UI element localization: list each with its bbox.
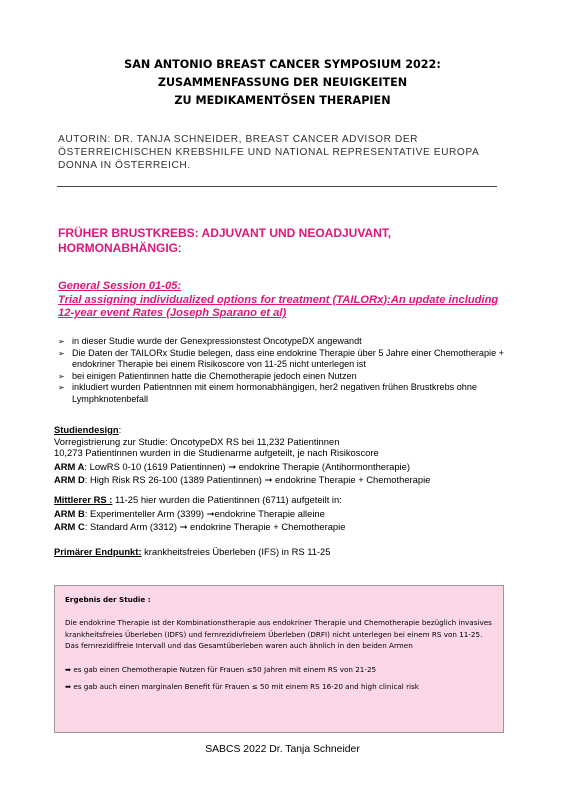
arrow-bullet-icon: ➢ <box>58 348 65 358</box>
list-item <box>58 348 508 371</box>
title-line-1: SAN ANTONIO BREAST CANCER SYMPOSIUM 2022: <box>124 58 441 71</box>
result-box-title: Ergebnis der Studie : <box>65 595 151 604</box>
result-point-1: es gab einen Chemotherapie Nutzen für Frauen ≤50 Jahren mit einem RS von 21-25 <box>73 664 377 674</box>
section-heading-text: FRÜHER BRUSTKREBS: ADJUVANT UND NEOADJUVANT, HORMONABHÄNGIG <box>58 226 392 255</box>
arm-a-text: : LowRS 0-10 (1619 Patientinnen) ➞ endokrine Therapie (Antihormontherapie) <box>84 460 410 472</box>
primary-endpoint-heading: Primärer Endpunkt: <box>54 546 142 557</box>
arm-c-label: ARM C <box>54 521 85 533</box>
arrow-bullet-icon: ➢ <box>58 337 65 346</box>
result-box-paragraph: Die endokrine Therapie ist der Kombinationstherapie aus endokriner Therapie und Chemotherapie bezüglich invasives krankheitsfreies Überleben (IDFS) und fernrezidivfreiem Überleben (DRFI) nicht unterlegen bei einem RS von 11-25. Das fernrezidiffreie Intervall und das Gesamtüberleben waren auch ähnlich in den beiden Armen <box>65 618 492 651</box>
arm-d-label: ARM D <box>54 474 85 486</box>
author-line: AUTORIN: DR. TANJA SCHNEIDER, BREAST CANCER ADVISOR DER ÖSTERREICHISCHEN KREBSHILFE UND NATIONAL REPRESENTATIVE EUROPA DONNA IN ÖSTERREICH. <box>58 134 479 172</box>
list-item-text: inkludiert wurden Patientnnen mit einem hormonabhängigen, her2 negativen frühen Brustkrebs ohne Lymphknotenbefall <box>72 382 477 404</box>
result-box <box>54 585 504 733</box>
arm-b-text: : Experimenteller Arm (3399) ➞endokrine Therapie alleine <box>84 507 325 519</box>
arm-d-text: : High Risk RS 26-100 (1389 Patientinnen) ➞ endokrine Therapie + Chemotherapie <box>84 474 431 486</box>
page-footer: SABCS 2022 Dr. Tanja Schneider <box>205 744 360 755</box>
study-design-line-2: 10,273 Patientinnen wurden in die Studienarme aufgeteilt, je nach Risikoscore <box>54 447 379 459</box>
bullet-list <box>58 336 508 406</box>
document-title <box>0 56 565 110</box>
arrow-right-icon: ➡ <box>65 664 74 674</box>
middle-rs-text: 11-25 hier wurden die Patientinnen (6711) aufgeteilt in: <box>112 494 342 505</box>
list-item <box>58 382 508 405</box>
arrow-right-icon: ➡ <box>65 682 74 692</box>
arm-a-label: ARM A <box>54 460 85 472</box>
arm-b-label: ARM B <box>54 507 85 519</box>
middle-rs <box>54 494 514 533</box>
title-line-2: ZUSAMMENFASSUNG DER NEUIGKEITEN <box>157 76 408 89</box>
study-design: Studiendesign: Vorregistrierung zur Studie: OncotypeDX RS bei 11,232 Patientinnen 10,273 Patientinnen wurden in die Studienarme aufgeteilt, je nach Risikoscore ARM A: LowRS 0-10 (1619 Patientinnen) ➞ endokrine Therapie (Antihormontherapie) ARM D: High Risk RS 26-100 (1389 Patientinnen) ➞ endokrine Therapie + Chemotherapie <box>54 424 514 486</box>
primary-endpoint-text: krankheitsfreies Überleben (IFS) in RS 11-25 <box>141 546 331 557</box>
arm-c-text: : Standard Arm (3312) ➞ endokrine Therapie + Chemotherapie <box>84 521 346 533</box>
arrow-bullet-icon: ➢ <box>58 383 65 393</box>
study-design-line-1: Vorregistrierung zur Studie: OncotypeDX RS bei 11,232 Patientinnen <box>54 435 340 447</box>
list-item-text: in dieser Studie wurde der Genexpressionstest OncotypeDX angewandt <box>72 336 362 346</box>
arrow-bullet-icon: ➢ <box>58 371 65 381</box>
section-heading-colon: : <box>178 241 182 255</box>
result-point-2: es gab auch einen marginalen Benefit für Frauen ≤ 50 mit einem RS 16-20 and high clinical risk <box>73 682 419 692</box>
title-line-3: ZU MEDIKAMENTÖSEN THERAPIEN <box>174 94 391 107</box>
list-item-text: bei einigen Patientinnen hatte die Chemotherapie jedoch einen Nutzen <box>72 370 357 381</box>
divider <box>57 186 497 187</box>
session-label: General Session 01-05: <box>58 280 182 292</box>
section-heading <box>58 226 498 256</box>
list-item <box>58 336 508 348</box>
study-design-heading: Studiendesign <box>54 424 119 435</box>
middle-rs-heading: Mittlerer RS : <box>54 494 113 505</box>
primary-endpoint <box>54 546 514 558</box>
list-item <box>58 371 508 383</box>
session-title: Trial assigning individualized options for treatment (TAILORx):An update including 12-year event Rates (Joseph Sparano et al) <box>58 293 499 319</box>
session-heading <box>58 280 508 321</box>
list-item-text: Die Daten der TAILORx Studie belegen, dass eine endokrine Therapie über 5 Jahre einer Chemotherapie + endokriner Therapie bei einem Risikoscore von 11-25 nicht unterlegen ist <box>72 347 504 370</box>
